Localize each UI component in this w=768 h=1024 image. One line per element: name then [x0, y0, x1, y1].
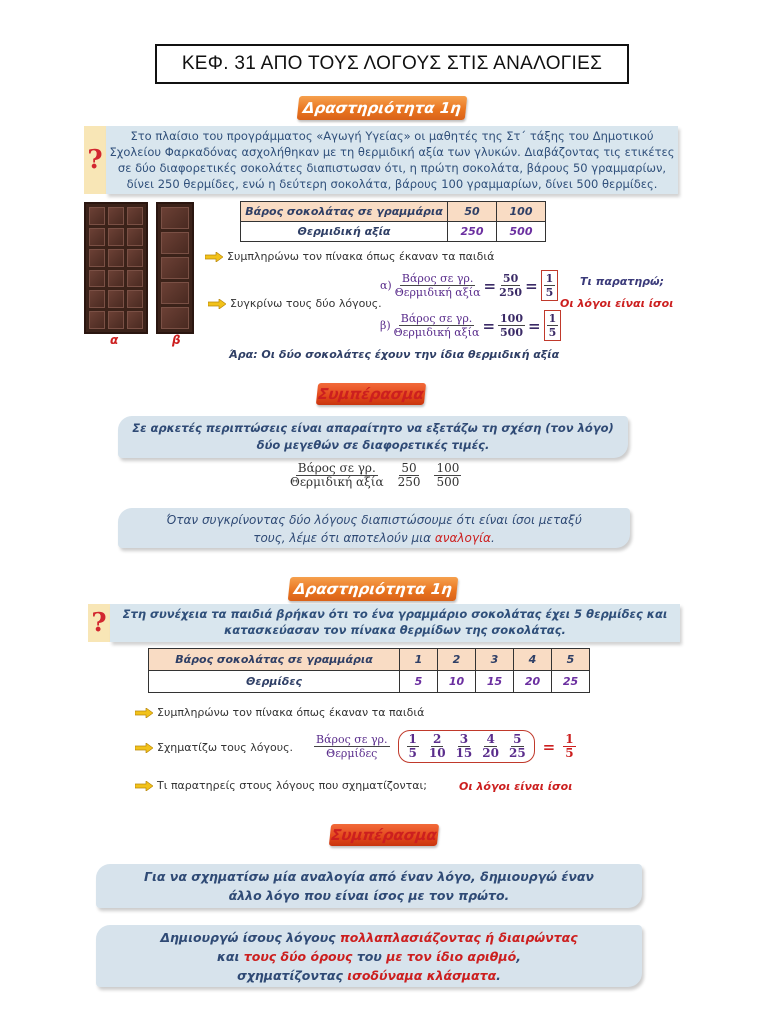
- ratio-example: [290, 462, 461, 489]
- ratio-text-fraction: [290, 462, 384, 489]
- table-cell: 5: [400, 671, 438, 693]
- fraction-numerator: 1: [408, 732, 417, 746]
- question-line: δίνει 250 θερμίδες, ενώ η δεύτερη σοκολάτα, βάρους 100 γραμμαρίων, δίνει 500 θερμίδες.: [126, 177, 658, 191]
- fraction-numerator: 1: [545, 272, 554, 285]
- table-header-calories: Θερμίδες: [149, 671, 400, 693]
- conclusion-text: σχηματίζοντας: [237, 968, 348, 983]
- ratio-b: [380, 310, 561, 341]
- highlight-text: πολλαπλασιάζοντας ή διαιρώντας: [339, 930, 578, 945]
- conclusion-line: Σε αρκετές περιπτώσεις είναι απαραίτητο να εξετάζω τη σχέση (τον λόγο): [132, 421, 614, 435]
- fraction-numerator: 5: [513, 732, 522, 746]
- fraction-numerator: Βάρος σε γρ.: [316, 733, 388, 746]
- conclusion-line: Για να σχηματίσω μία αναλογία από έναν λόγο, δημιουργώ έναν: [144, 869, 594, 884]
- fraction-numerator: 4: [486, 732, 495, 746]
- fraction-numerator: 50: [502, 272, 519, 285]
- fraction-denominator: 20: [482, 746, 499, 760]
- ratio-label: α): [380, 279, 392, 292]
- fraction-numerator: Βάρος σε γρ.: [400, 312, 473, 325]
- question-mark-icon: ?: [88, 604, 110, 642]
- equals-sign: =: [482, 316, 496, 335]
- fraction-denominator: Θερμιδική αξία: [290, 475, 384, 489]
- conclusion-banner-label: Συμπέρασμα: [317, 385, 425, 403]
- conclusion-text: .: [496, 968, 501, 983]
- ratio-value-fraction: [498, 312, 525, 339]
- fraction-denominator: Θερμίδες: [326, 747, 378, 760]
- fraction-denominator: 5: [408, 746, 417, 760]
- fraction-denominator: 5: [545, 286, 554, 299]
- fraction-numerator: 1: [548, 312, 557, 325]
- equals-sign: =: [527, 316, 541, 335]
- chocolate-bar-a-image: [84, 202, 148, 334]
- fraction-numerator: 3: [459, 732, 469, 746]
- simplified-fraction: [544, 310, 562, 341]
- observe-answer: Οι λόγοι είναι ίσοι: [560, 297, 674, 310]
- step-compare: [208, 297, 382, 310]
- ratio-value-fraction: [456, 733, 473, 760]
- ratio-text-fraction: [314, 733, 390, 760]
- page-title: ΚΕΦ. 31 ΑΠΟ ΤΟΥΣ ΛΟΓΟΥΣ ΣΤΙΣ ΑΝΑΛΟΓΙΕΣ: [155, 44, 629, 84]
- yellow-arrow-icon: [135, 743, 153, 753]
- conclusion-text: ,: [516, 949, 521, 964]
- activity-banner-label: Δραστηριότητα 1η: [302, 99, 462, 117]
- question-line: Στο πλαίσιο του προγράμματος «Αγωγή Υγείας» οι μαθητές της Στ΄ τάξης του Δημοτικού: [130, 129, 654, 143]
- conclusion-line: [118, 529, 630, 547]
- table-header-weight: Βάρος σοκολάτας σε γραμμάρια: [241, 202, 448, 222]
- step-observe: [135, 779, 427, 792]
- ratios-group: [398, 730, 535, 763]
- ratios-row: [314, 730, 576, 763]
- step-text: Συμπληρώνω τον πίνακα όπως έκαναν τα παιδιά: [227, 250, 495, 263]
- table-cell: 100: [497, 202, 546, 222]
- ratio-value-fraction: [429, 733, 446, 760]
- ratio-value-fraction: [509, 733, 526, 760]
- activity-banner-2: [288, 577, 459, 601]
- fraction-numerator: 1: [565, 732, 574, 746]
- fraction-numerator: Βάρος σε γρ.: [401, 272, 474, 285]
- observe-answer: Οι λόγοι είναι ίσοι: [459, 780, 573, 793]
- question-box-1: [106, 126, 678, 194]
- conclusion-banner-2: [329, 824, 439, 846]
- question-line: Στη συνέχεια τα παιδιά βρήκαν ότι το ένα γραμμάριο σοκολάτας έχει 5 θερμίδες και: [122, 607, 668, 621]
- conclusion-text: .: [490, 531, 495, 545]
- table-cell: 1: [400, 649, 438, 671]
- fraction-denominator: 250: [499, 286, 523, 299]
- ratio-text-fraction: [395, 272, 481, 299]
- label-b: β: [172, 333, 181, 347]
- table-cell: 10: [438, 671, 476, 693]
- conclusion-banner-1: [316, 383, 426, 405]
- question-line: Σχολείου Φαρκαδόνας ασχολήθηκαν με τη θερμιδική αξία των γλυκών. Διαβάζοντας τις ετικέτες: [109, 145, 675, 159]
- ratio-label: β): [380, 319, 391, 332]
- weight-calorie-table-1: [240, 201, 546, 242]
- yellow-arrow-icon: [135, 708, 153, 718]
- result-fraction: [563, 733, 575, 760]
- table-cell: 250: [448, 222, 497, 242]
- question-line: κατασκεύασαν τον πίνακα θερμίδων της σοκολάτας.: [224, 623, 566, 637]
- ratio-text-fraction: [394, 312, 480, 339]
- fraction-denominator: 5: [565, 746, 574, 760]
- table-cell: 25: [552, 671, 590, 693]
- fraction-numerator: Βάρος σε γρ.: [297, 461, 376, 475]
- fraction-numerator: 100: [500, 312, 523, 325]
- step-fill-table: [135, 706, 424, 719]
- yellow-arrow-icon: [135, 781, 153, 791]
- conclusion-line: [96, 966, 642, 985]
- fraction-denominator: Θερμιδική αξία: [394, 286, 481, 299]
- label-a: α: [110, 333, 119, 347]
- conclusion-line: [96, 947, 642, 966]
- question-box-2: [110, 604, 680, 642]
- conclusion-line: Όταν συγκρίνοντας δύο λόγους διαπιστώσουμε ότι είναι ίσοι μεταξύ: [166, 513, 582, 527]
- yellow-arrow-icon: [205, 252, 223, 262]
- conclusion-text: Άρα: Οι δύο σοκολάτες έχουν την ίδια θερμιδική αξία: [229, 348, 560, 361]
- highlight-text: αναλογία: [434, 531, 491, 545]
- fraction-denominator: 10: [428, 746, 446, 760]
- step-text: Τι παρατηρείς στους λόγους που σχηματίζονται;: [157, 779, 427, 792]
- activity-banner-label: Δραστηριότητα 1η: [293, 580, 453, 598]
- question-line: σε δύο διαφορετικές σοκολάτες διαπιστωσαν ότι, η πρώτη σοκολάτα, βάρους 50 γραμμαρίων,: [117, 161, 667, 175]
- activity-banner-1: [297, 96, 468, 120]
- conclusion-text: και: [217, 949, 244, 964]
- ratio-value-fraction: [499, 272, 522, 299]
- table-cell: 2: [438, 649, 476, 671]
- table-cell: 50: [448, 202, 497, 222]
- table-cell: 3: [476, 649, 514, 671]
- equals-sign: =: [542, 737, 556, 756]
- conclusion-text: Δημιουργώ ίσους λόγους: [160, 930, 340, 945]
- conclusion-text: τους, λέμε ότι αποτελούν μια: [253, 531, 435, 545]
- conclusion-box-2: [118, 508, 630, 548]
- table-header-calories: Θερμιδική αξία: [241, 222, 448, 242]
- chocolate-bar-b-image: [156, 202, 194, 334]
- equals-sign: =: [483, 276, 497, 295]
- highlight-text: με τον ίδιο αριθμό: [386, 949, 517, 964]
- fraction-denominator: 5: [548, 326, 557, 339]
- ratio-a: [380, 270, 558, 301]
- equals-sign: =: [525, 276, 538, 295]
- yellow-arrow-icon: [208, 299, 226, 309]
- table-cell: 15: [476, 671, 514, 693]
- conclusion-banner-label: Συμπέρασμα: [330, 826, 438, 844]
- conclusion-line: δύο μεγεθών σε διαφορετικές τιμές.: [256, 438, 490, 452]
- ratio-value-fraction: [398, 462, 421, 489]
- fraction-numerator: 100: [436, 461, 460, 475]
- observe-question: Τι παρατηρώ;: [580, 275, 664, 288]
- fraction-denominator: 250: [397, 475, 421, 489]
- highlight-text: ισοδύναμα κλάσματα: [347, 968, 497, 983]
- fraction-denominator: Θερμιδική αξία: [393, 326, 480, 339]
- conclusion-line: άλλο λόγο που είναι ίσος με τον πρώτο.: [228, 888, 510, 903]
- table-cell: 500: [497, 222, 546, 242]
- step-text: Συγκρίνω τους δύο λόγους.: [230, 297, 382, 310]
- conclusion-text: του: [352, 949, 387, 964]
- table-cell: 20: [514, 671, 552, 693]
- conclusion-box-1: [118, 416, 628, 458]
- table-cell: 4: [514, 649, 552, 671]
- table-cell: 5: [552, 649, 590, 671]
- fraction-denominator: 500: [436, 475, 460, 489]
- step-form-ratios: [135, 741, 293, 754]
- step-fill-table: [205, 250, 494, 263]
- conclusion-line: [96, 928, 642, 947]
- fraction-denominator: 25: [508, 746, 526, 760]
- fraction-denominator: 500: [500, 326, 523, 339]
- table-header-weight: Βάρος σοκολάτας σε γραμμάρια: [149, 649, 400, 671]
- step-text: Συμπληρώνω τον πίνακα όπως έκαναν τα παιδιά: [157, 706, 425, 719]
- weight-calorie-table-2: [148, 648, 590, 693]
- fraction-numerator: 50: [401, 461, 417, 475]
- ratio-value-fraction: [482, 733, 499, 760]
- highlight-text: τους δύο όρους: [243, 949, 353, 964]
- conclusion-box-4: [96, 925, 642, 987]
- fraction-denominator: 15: [455, 746, 473, 760]
- ratio-value-fraction: [407, 733, 419, 760]
- simplified-fraction: [541, 270, 559, 301]
- step-text: Σχηματίζω τους λόγους.: [157, 741, 294, 754]
- fraction-numerator: 2: [433, 732, 442, 746]
- question-mark-icon: ?: [84, 126, 106, 194]
- ratio-value-fraction: [434, 462, 461, 489]
- conclusion-box-3: [96, 864, 642, 908]
